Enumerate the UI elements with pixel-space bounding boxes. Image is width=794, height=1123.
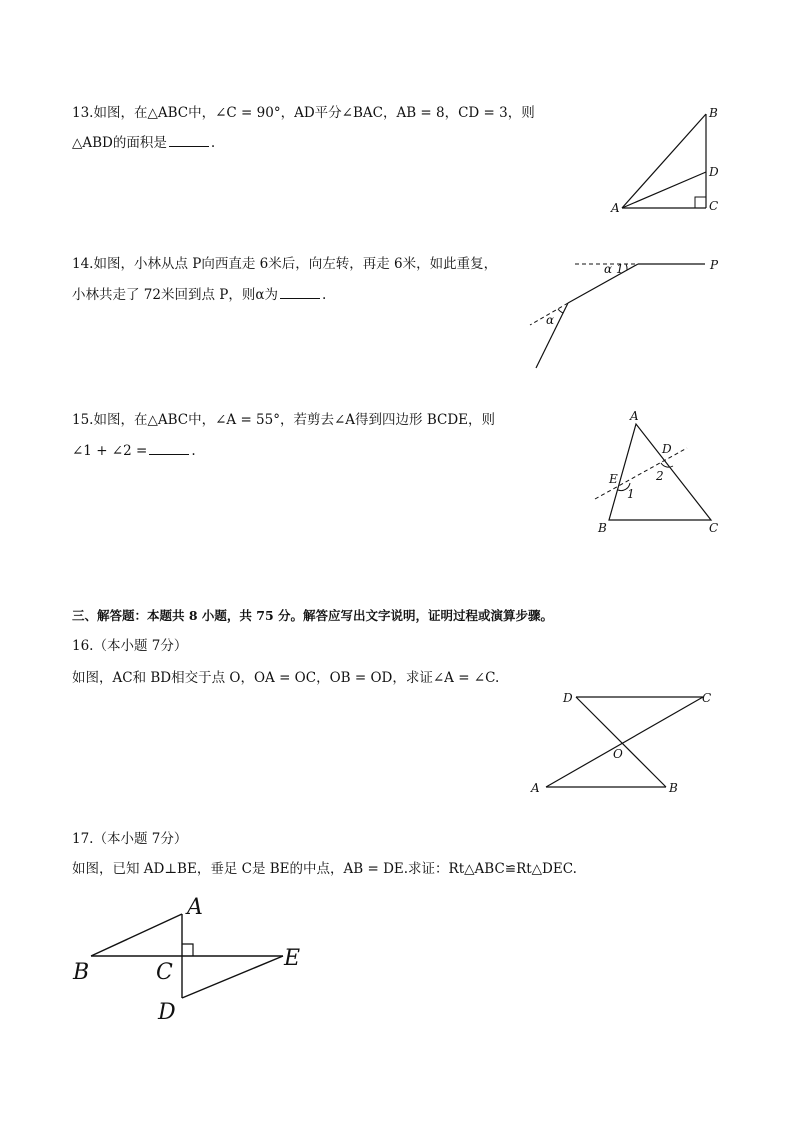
q17-segment-de xyxy=(182,956,283,998)
q16-label-b: B xyxy=(669,781,678,795)
q17-figure xyxy=(65,890,325,1030)
q14-figure xyxy=(520,250,730,375)
q14-label-one: 1 xyxy=(616,262,624,276)
q14-angle-arc-2 xyxy=(558,309,563,313)
q14-label-alpha-2: α xyxy=(546,313,555,327)
q14-label-alpha-1: α xyxy=(604,262,613,276)
q17-label-d: D xyxy=(158,1000,176,1025)
q15-answer-blank[interactable] xyxy=(149,441,189,455)
q15-line2-end: . xyxy=(191,443,196,459)
q16-title: 16.（本小题 7分） xyxy=(72,638,188,654)
section-3-heading: 三、解答题：本题共 8 小题，共 75 分。解答应写出文字说明，证明过程或演算步骤。 xyxy=(72,608,554,623)
q13-line2-text: △ABD的面积是 xyxy=(72,135,167,151)
q13-figure xyxy=(600,100,730,220)
q15-label-two: 2 xyxy=(656,469,664,483)
q16-segment-db xyxy=(576,697,666,787)
q15-label-c: C xyxy=(709,521,719,535)
q16-segment-ac xyxy=(546,697,703,787)
q14-line2-text: 小林共走了 72米回到点 P，则α为 xyxy=(72,287,278,303)
q15-label-one: 1 xyxy=(627,487,635,501)
q13-segment-ad xyxy=(622,172,706,208)
q15-label-d: D xyxy=(662,442,672,456)
q16-figure xyxy=(520,685,730,800)
q15-label-a: A xyxy=(630,409,639,423)
q17-title: 17.（本小题 7分） xyxy=(72,831,188,847)
q14-label-p: P xyxy=(710,258,719,272)
q16-label-d: D xyxy=(563,691,573,705)
q14-angle-arc-1 xyxy=(626,264,627,270)
q13-label-b: B xyxy=(709,106,718,120)
q15-label-e: E xyxy=(609,472,618,486)
q13-side-ab xyxy=(622,114,706,208)
q13-label-a: A xyxy=(611,201,620,215)
q17-label-a: A xyxy=(187,895,203,920)
q13-right-angle-mark xyxy=(695,197,706,208)
q13-line1: 13.如图，在△ABC中，∠C = 90°，AD平分∠BAC，AB = 8，CD = 3，则 xyxy=(72,105,535,121)
q14-line1: 14.如图，小林从点 P向西直走 6米后，向左转，再走 6米，如此重复， xyxy=(72,256,498,272)
q15-line1: 15.如图，在△ABC中，∠A = 55°，若剪去∠A得到四边形 BCDE，则 xyxy=(72,412,496,428)
q14-line2-end: . xyxy=(321,287,327,303)
q16-label-a: A xyxy=(531,781,540,795)
q15-line2-text: ∠1 + ∠2 = xyxy=(72,443,148,459)
q17-label-c: C xyxy=(156,960,173,985)
q13-label-d: D xyxy=(709,165,719,179)
q17-label-b: B xyxy=(73,960,90,985)
q14-line2 xyxy=(72,285,326,305)
q16-label-o: O xyxy=(613,747,623,761)
q17-body: 如图，已知 AD⊥BE，垂足 C是 BE的中点，AB = DE.求证：Rt△ABC≌Rt△DEC. xyxy=(72,861,577,877)
q13-answer-blank[interactable] xyxy=(169,133,209,147)
q13-line2 xyxy=(72,133,215,153)
q14-answer-blank[interactable] xyxy=(280,285,320,299)
q13-line2-end: . xyxy=(210,135,216,151)
q16-body: 如图，AC和 BD相交于点 O，OA = OC，OB = OD，求证∠A = ∠C. xyxy=(72,670,500,686)
q15-figure xyxy=(585,410,725,540)
q17-label-e: E xyxy=(284,946,301,971)
q17-right-angle-mark xyxy=(182,944,193,956)
q15-label-b: B xyxy=(598,521,607,535)
q16-label-c: C xyxy=(702,691,712,705)
q17-segment-ab xyxy=(91,914,182,956)
q15-line2 xyxy=(72,441,196,461)
q13-label-c: C xyxy=(709,199,719,213)
